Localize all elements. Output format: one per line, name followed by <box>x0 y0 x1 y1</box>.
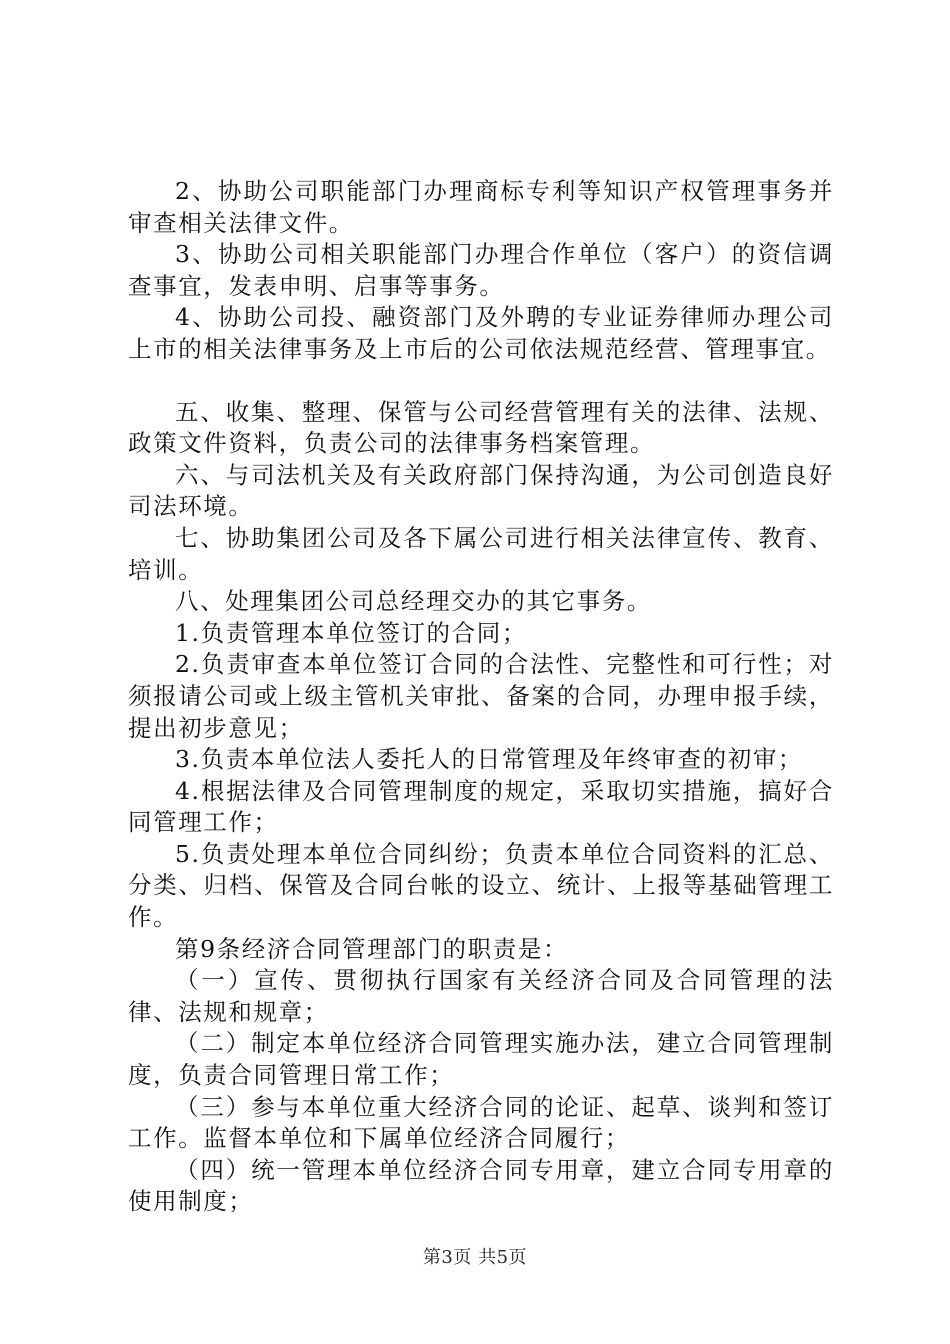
paragraph-trademark-patent: 2、协助公司职能部门办理商标专利等知识产权管理事务并审查相关法律文件。 <box>128 177 834 237</box>
paragraph-section-five: 五、收集、整理、保管与公司经营管理有关的法律、法规、政策文件资料，负责公司的法律事务档案管理。 <box>128 397 834 458</box>
paragraph-credit-investigation: 3、协助公司相关职能部门办理合作单位（客户）的资信调查事宜，发表申明、启事等事务。 <box>128 240 834 300</box>
paragraph-item-2: 2.负责审查本单位签订合同的合法性、完整性和可行性；对须报请公司或上级主管机关审批、备案的合同，办理申报手续，提出初步意见； <box>128 650 834 742</box>
paragraph-listing-affairs: 4、协助公司投、融资部门及外聘的专业证券律师办理公司上市的相关法律事务及上市后的公司依法规范经营、管理事宜。 <box>128 303 834 363</box>
paragraph-item-5: 5.负责处理本单位合同纠纷；负责本单位合同资料的汇总、分类、归档、保管及合同台帐的设立、统计、上报等基础管理工作。 <box>128 839 834 932</box>
paragraph-item-1: 1.负责管理本单位签订的合同； <box>175 618 527 647</box>
document-body <box>128 176 834 1218</box>
page-number-footer: 第3页 共5页 <box>422 1247 528 1268</box>
paragraph-duty-two: （二）制定本单位经济合同管理实施办法，建立合同管理制度，负责合同管理日常工作； <box>128 1029 834 1090</box>
paragraph-duty-three: （三）参与本单位重大经济合同的论证、起草、谈判和签订工作。监督本单位和下属单位经济合同履行； <box>128 1092 834 1153</box>
paragraph-section-seven: 七、协助集团公司及各下属公司进行相关法律宣传、教育、培训。 <box>128 523 834 584</box>
paragraph-item-4: 4.根据法律及合同管理制度的规定，采取切实措施，搞好合同管理工作； <box>128 776 834 837</box>
paragraph-section-six: 六、与司法机关及有关政府部门保持沟通，为公司创造良好司法环境。 <box>128 460 834 521</box>
paragraph-duty-one: （一）宣传、贯彻执行国家有关经济合同及合同管理的法律、法规和规章； <box>128 966 834 1026</box>
paragraph-duty-four: （四）统一管理本单位经济合同专用章，建立合同专用章的使用制度； <box>128 1155 834 1216</box>
paragraph-section-eight: 八、处理集团公司总经理交办的其它事务。 <box>175 587 652 616</box>
paragraph-item-3: 3.负责本单位法人委托人的日常管理及年终审查的初审； <box>175 745 804 774</box>
paragraph-article-9-heading: 第9条经济合同管理部门的职责是： <box>175 934 569 963</box>
